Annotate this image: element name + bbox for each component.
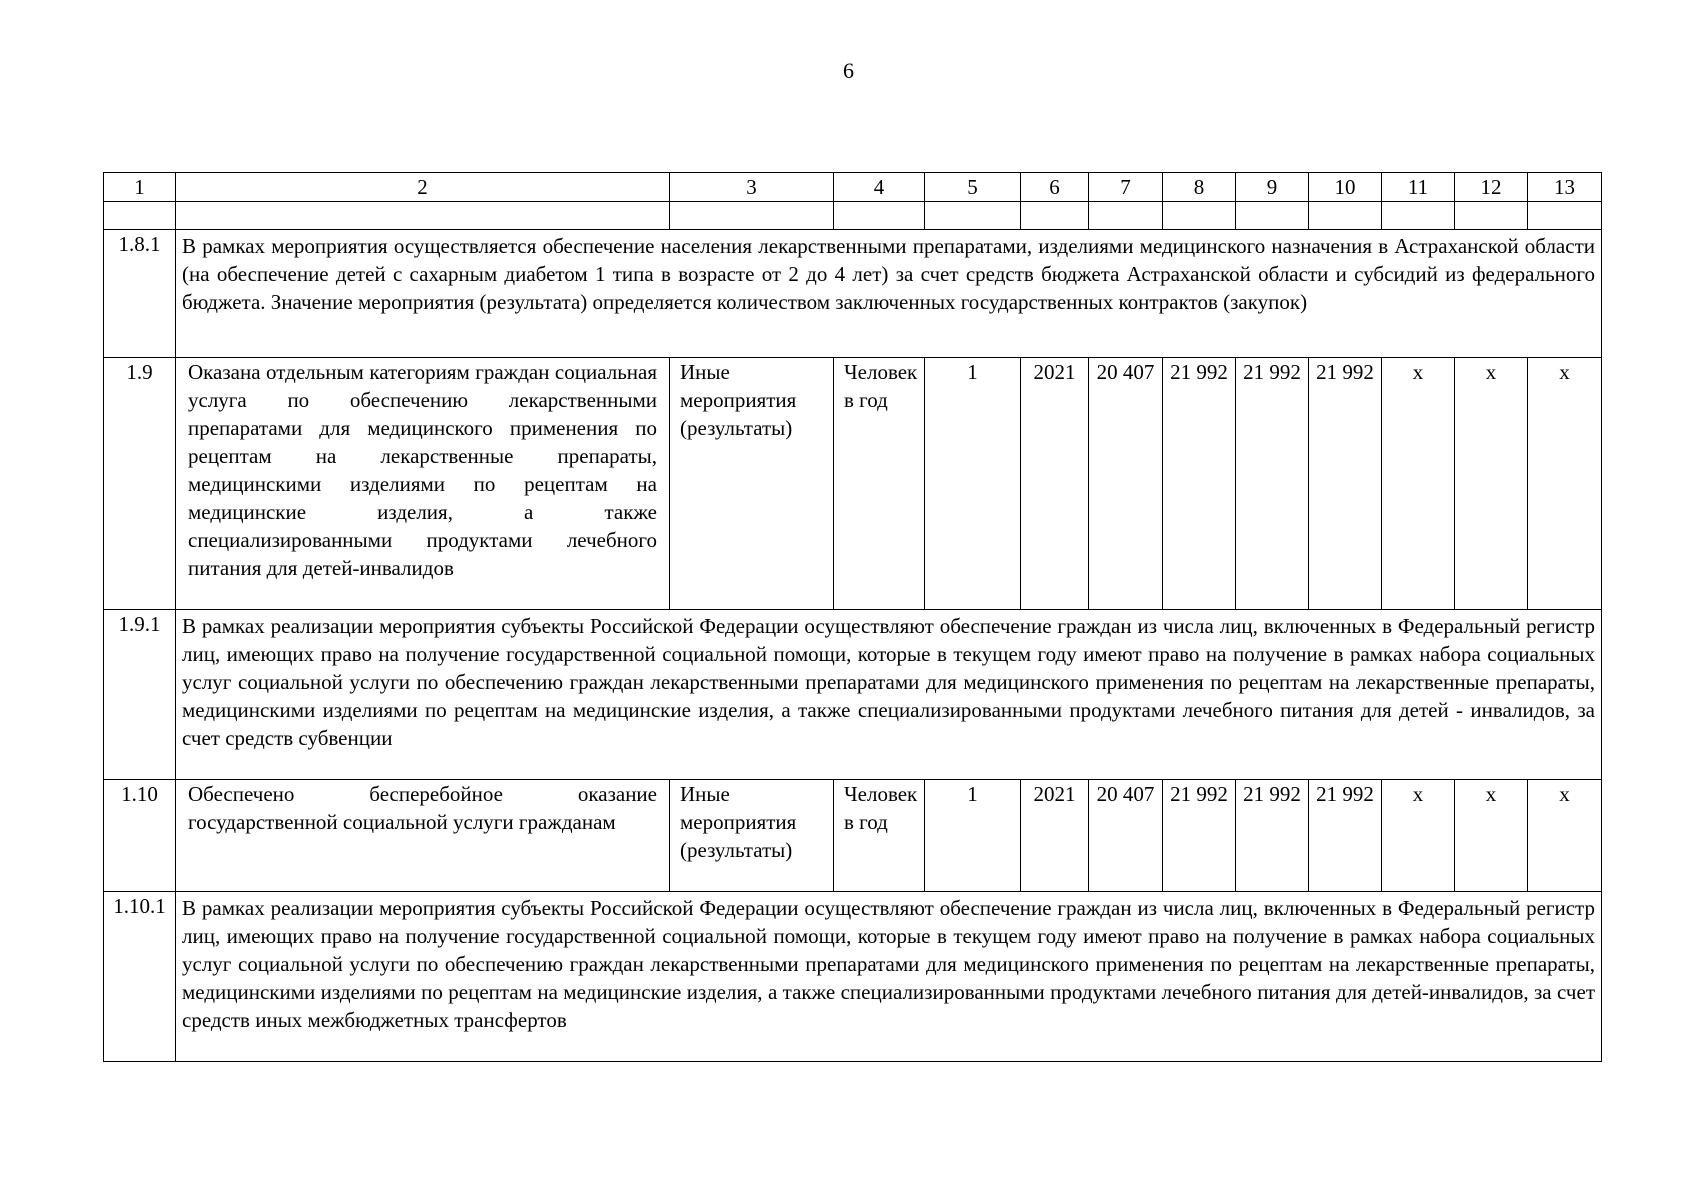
column-header: 13 <box>1528 173 1602 202</box>
column-header: 3 <box>670 173 834 202</box>
cell-c8: 21 992 <box>1163 358 1236 610</box>
cell-c9: 21 992 <box>1236 358 1309 610</box>
cell-c6: 2021 <box>1021 780 1089 892</box>
row-number: 1.10.1 <box>104 892 176 1062</box>
row-number: 1.9 <box>104 358 176 610</box>
item-type: Иные мероприятия (результаты) <box>670 780 834 892</box>
header-row <box>104 173 1602 202</box>
item-name: Обеспечено бесперебойное оказание государственной социальной услуги гражданам <box>176 780 670 892</box>
column-header: 9 <box>1236 173 1309 202</box>
cell-c7: 20 407 <box>1089 358 1163 610</box>
row-number: 1.8.1 <box>104 230 176 358</box>
table-row <box>104 358 1602 610</box>
column-header: 5 <box>925 173 1021 202</box>
cell-c5: 1 <box>925 358 1021 610</box>
program-table <box>103 172 1602 1062</box>
row-description: В рамках реализации мероприятия субъекты Российской Федерации осуществляют обеспечение граждан из числа лиц, включенных в Федеральный регистр лиц, имеющих право на получение государственной социальной помощи, которые в текущем году имеют право на получение в рамках набора социальных услуг социальной услуги по обеспечению граждан лекарственными препаратами для медицинского применения по рецептам на лекарственные препараты, медицинскими изделиями по рецептам на медицинские изделия, а также специализированными продуктами лечебного питания для детей - инвалидов, за счет средств субвенции <box>176 610 1602 780</box>
table-row <box>104 892 1602 1062</box>
cell-c10: 21 992 <box>1309 780 1382 892</box>
table-row <box>104 780 1602 892</box>
item-name: Оказана отдельным категориям граждан социальная услуга по обеспечению лекарственными препаратами для медицинского применения по рецептам на лекарственные препараты, медицинскими изделиями по рецептам на медицинские изделия, а также специализированными продуктами лечебного питания для детей-инвалидов <box>176 358 670 610</box>
column-header: 12 <box>1455 173 1528 202</box>
cell-c13: x <box>1528 358 1602 610</box>
table-row <box>104 230 1602 358</box>
column-header: 8 <box>1163 173 1236 202</box>
cell-c7: 20 407 <box>1089 780 1163 892</box>
item-type: Иные мероприятия (результаты) <box>670 358 834 610</box>
cell-c6: 2021 <box>1021 358 1089 610</box>
blank-row <box>104 202 1602 230</box>
column-header: 2 <box>176 173 670 202</box>
cell-c11: x <box>1382 358 1455 610</box>
row-description: В рамках реализации мероприятия субъекты Российской Федерации осуществляют обеспечение граждан из числа лиц, включенных в Федеральный регистр лиц, имеющих право на получение государственной социальной помощи, которые в текущем году имеют право на получение в рамках набора социальных услуг социальной услуги по обеспечению граждан лекарственными препаратами для медицинского применения по рецептам на лекарственные препараты, медицинскими изделиями по рецептам на медицинские изделия, а также специализированными продуктами лечебного питания для детей-инвалидов, за счет средств иных межбюджетных трансфертов <box>176 892 1602 1062</box>
row-number: 1.10 <box>104 780 176 892</box>
cell-c5: 1 <box>925 780 1021 892</box>
row-description: В рамках мероприятия осуществляется обеспечение населения лекарственными препаратами, изделиями медицинского назначения в Астраханской области (на обеспечение детей с сахарным диабетом 1 типа в возрасте от 2 до 4 лет) за счет средств бюджета Астраханской области и субсидий из федерального бюджета. Значение мероприятия (результата) определяется количеством заключенных государственных контрактов (закупок) <box>176 230 1602 358</box>
item-unit: Человек в год <box>834 358 925 610</box>
column-header: 1 <box>104 173 176 202</box>
cell-c11: x <box>1382 780 1455 892</box>
cell-c12: x <box>1455 780 1528 892</box>
column-header: 10 <box>1309 173 1382 202</box>
column-header: 11 <box>1382 173 1455 202</box>
cell-c10: 21 992 <box>1309 358 1382 610</box>
row-number: 1.9.1 <box>104 610 176 780</box>
cell-c8: 21 992 <box>1163 780 1236 892</box>
cell-c13: x <box>1528 780 1602 892</box>
page-number: 6 <box>843 58 854 83</box>
item-unit: Человек в год <box>834 780 925 892</box>
column-header: 7 <box>1089 173 1163 202</box>
column-header: 4 <box>834 173 925 202</box>
cell-c12: x <box>1455 358 1528 610</box>
cell-c9: 21 992 <box>1236 780 1309 892</box>
table-row <box>104 610 1602 780</box>
column-header: 6 <box>1021 173 1089 202</box>
